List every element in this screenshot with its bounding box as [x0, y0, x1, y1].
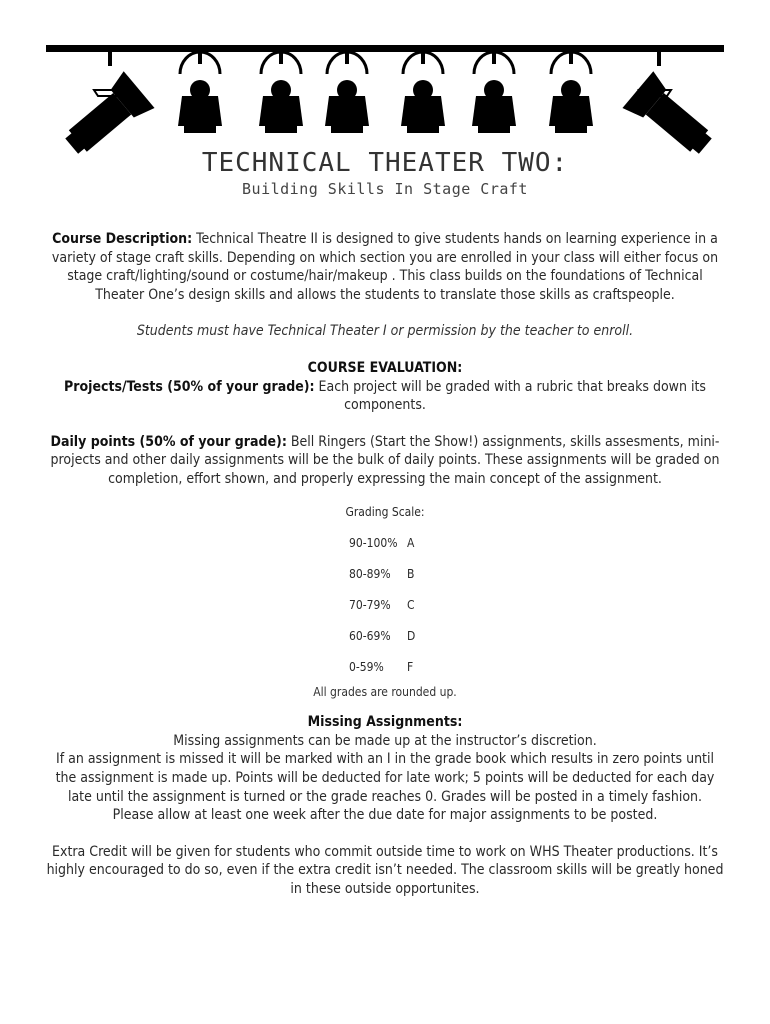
grade-range: 90-100%: [349, 535, 398, 550]
grade-row: [46, 528, 724, 559]
daily-paragraph: [46, 433, 724, 489]
grade-range: 0-59%: [349, 659, 384, 674]
page-subtitle: Building Skills In Stage Craft: [242, 180, 528, 198]
course-description-text: Technical Theatre II is designed to give students hands on learning experience in a variety of stage craft skills. Depending on which section you are enrolled in your class will either focus on stage craft/lighting/sound or costume/hair/makeup . This class builds on the foundations of Technical Theater One’s design skills and allows the students to translate those skills as craftspeople.: [51, 231, 719, 303]
grade-row: [46, 559, 724, 590]
grade-range: 80-89%: [349, 566, 391, 581]
grading-scale: [46, 497, 724, 683]
grade-range: 70-79%: [349, 597, 391, 612]
missing-heading: [46, 713, 724, 732]
daily-label: Daily points (50% of your grade):: [50, 433, 287, 450]
grade-letter: D: [407, 628, 416, 643]
evaluation-heading: [46, 359, 724, 378]
projects-label: Projects/Tests (50% of your grade):: [64, 378, 315, 395]
missing-line1: Missing assignments can be made up at the instructor’s discretion.: [173, 732, 597, 749]
document-body: [46, 230, 724, 898]
projects-text: Each project will be graded with a rubric that breaks down its components.: [314, 378, 706, 414]
grade-row: [46, 590, 724, 621]
grade-row: [46, 621, 724, 652]
grading-scale-heading: Grading Scale:: [345, 504, 425, 519]
grade-letter: C: [407, 597, 415, 612]
course-description-label: Course Description:: [52, 231, 193, 247]
projects-paragraph: [46, 378, 724, 415]
daily-text: Bell Ringers (Start the Show!) assignments, skills assesments, mini-projects and other daily assignments will be the bulk of daily points. These assignments will be graded on completion, effort shown, and properly expressing the main concept of the assignment.: [50, 433, 720, 487]
grade-letter: B: [407, 566, 415, 581]
prerequisite-note: Students must have Technical Theater I or permission by the teacher to enroll.: [136, 323, 634, 340]
grade-letter: A: [407, 535, 415, 550]
grade-letter: F: [407, 659, 414, 674]
grade-row: [46, 652, 724, 683]
rounding-note: All grades are rounded up.: [313, 684, 457, 699]
missing-paragraph: If an assignment is missed it will be marked with an I in the grade book which results in zero points until the assignment is made up. Points will be deducted for late work; 5 points will be deducted for each day late until the assignment is turned or the grade reaches 0. Grades will be posted in a timely fashion. Please allow at least one week after the due date for major assignments to be posted.: [55, 751, 715, 824]
evaluation-heading-text: COURSE EVALUATION:: [307, 359, 463, 376]
grade-range: 60-69%: [349, 628, 391, 643]
stage-lights-icon: [0, 40, 770, 160]
extra-credit-paragraph: Extra Credit will be given for students who commit outside time to work on WHS Theater productions. It’s highly encouraged to do so, even if the extra credit isn’t needed. The classroom skills will be greatly honed in these outside opportunites.: [46, 843, 724, 897]
course-description: [46, 230, 724, 304]
missing-heading-text: Missing Assignments:: [307, 714, 463, 731]
page-title: TECHNICAL THEATER TWO:: [201, 148, 569, 178]
